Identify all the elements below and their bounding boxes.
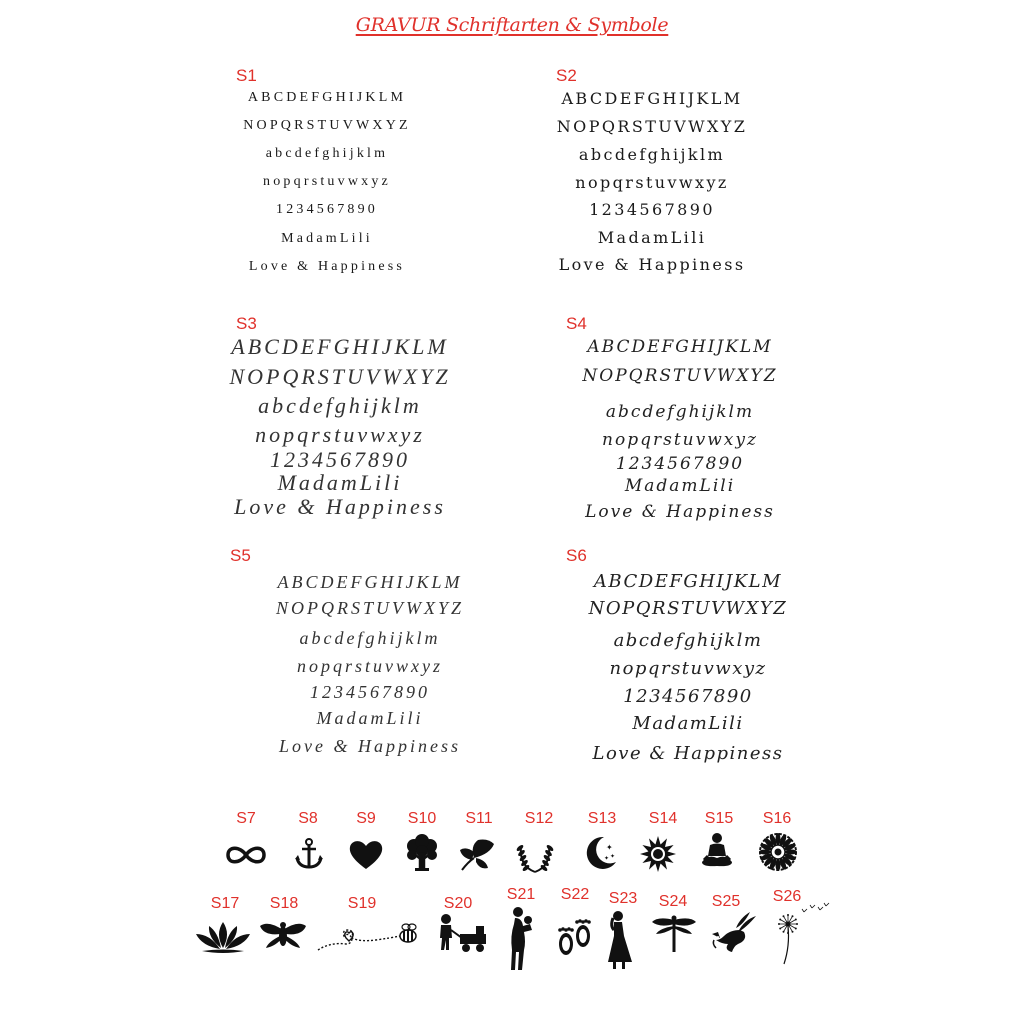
symbol-code-label: S8 xyxy=(298,810,318,827)
symbol-code-label: S11 xyxy=(465,810,493,827)
font-sample-line: NOPQRSTUVWXYZ xyxy=(243,118,411,133)
symbol-code-label: S22 xyxy=(560,886,590,903)
font-sample-line: MadamLili xyxy=(316,708,424,728)
symbol-code-label: S18 xyxy=(269,895,299,912)
font-sample-line: abcdefghijklm xyxy=(299,628,441,648)
symbol-code-label: S10 xyxy=(407,810,437,827)
lotus-icon xyxy=(194,920,252,954)
font-sample-line: nopqrstuvwxyz xyxy=(609,658,767,679)
symbol-code-label: S24 xyxy=(658,893,688,910)
svg-text:✦: ✦ xyxy=(610,854,616,860)
font-sample-line: MadamLili xyxy=(632,713,744,734)
font-sample-line: nopqrstuvwxyz xyxy=(297,656,443,676)
page-title: GRAVUR Schriftarten & Symbole xyxy=(355,14,669,36)
font-sample-line: Love & Happiness xyxy=(234,494,446,519)
font-sample-line: 1234567890 xyxy=(623,686,753,707)
symbol-code-label: S25 xyxy=(711,893,741,910)
font-sample-line: ABCDEFGHIJKLM xyxy=(587,337,773,357)
symbol-code-label: S12 xyxy=(524,810,554,827)
font-sample-line: MadamLili xyxy=(277,470,403,495)
child-with-wagon-icon xyxy=(438,914,490,954)
font-code-label: S4 xyxy=(566,314,587,333)
font-code-label: S1 xyxy=(236,66,257,85)
dragonfly-icon xyxy=(650,914,698,954)
font-sample-line: ABCDEFGHIJKLM xyxy=(247,90,407,105)
mother-child-icon xyxy=(508,906,534,972)
girl-silhouette-icon xyxy=(604,910,636,970)
font-sample-line: NOPQRSTUVWXYZ xyxy=(556,117,748,136)
symbol-code-label: S19 xyxy=(347,895,377,912)
svg-text:✦: ✦ xyxy=(604,856,610,862)
font-sample-line: nopqrstuvwxyz xyxy=(263,174,391,189)
font-sample-line: 1234567890 xyxy=(310,682,430,702)
font-sample-line: abcdefghijklm xyxy=(613,630,763,651)
tree-icon xyxy=(404,834,440,872)
font-code-label: S6 xyxy=(566,546,587,565)
ginkgo-leaf-icon xyxy=(458,836,498,872)
font-sample-line: MadamLili xyxy=(281,231,373,246)
font-sample-line: NOPQRSTUVWXYZ xyxy=(275,598,465,618)
font-code-label: S2 xyxy=(556,66,577,85)
symbol-code-label: S21 xyxy=(506,886,536,903)
font-sample-line: ABCDEFGHIJKLM xyxy=(231,334,449,359)
font-sample-line: 1234567890 xyxy=(615,454,745,474)
infinity-icon xyxy=(222,842,270,868)
font-sample-line: abcdefghijklm xyxy=(578,145,726,164)
symbol-code-label: S9 xyxy=(356,810,376,827)
dandelion-icon xyxy=(774,902,830,966)
font-code-label: S3 xyxy=(236,314,257,333)
symbol-code-label: S15 xyxy=(704,810,734,827)
font-sample-line: Love & Happiness xyxy=(558,255,746,274)
footprints-icon xyxy=(554,914,594,958)
font-sample-line: abcdefghijklm xyxy=(265,146,389,161)
font-sample-line: 1234567890 xyxy=(589,200,715,219)
bee-icon xyxy=(258,920,308,950)
font-sample-line: 1234567890 xyxy=(276,202,378,217)
font-sample-line: ABCDEFGHIJKLM xyxy=(561,89,743,108)
font-sample-line: abcdefghijklm xyxy=(258,393,422,418)
symbol-code-label: S17 xyxy=(210,895,240,912)
symbol-code-label: S23 xyxy=(608,890,638,907)
heart-line-bee-icon xyxy=(316,920,420,954)
font-code-label: S5 xyxy=(230,546,251,565)
font-sample-line: nopqrstuvwxyz xyxy=(575,173,729,192)
symbol-code-label: S20 xyxy=(443,895,473,912)
font-sample-line: Love & Happiness xyxy=(585,502,775,522)
font-sample-line: Love & Happiness xyxy=(248,259,406,274)
symbol-code-label: S7 xyxy=(236,810,256,827)
font-sample-line: Love & Happiness xyxy=(592,743,784,764)
font-sample-line: MadamLili xyxy=(624,476,736,496)
dove-icon xyxy=(710,910,758,954)
font-sample-line: 1234567890 xyxy=(270,447,410,472)
font-sample-line: NOPQRSTUVWXYZ xyxy=(229,364,451,389)
laurel-wreath-icon xyxy=(515,838,555,874)
symbol-code-label: S14 xyxy=(648,810,678,827)
sun-icon xyxy=(638,834,678,874)
heart-icon xyxy=(348,838,384,870)
font-sample-line: ABCDEFGHIJKLM xyxy=(277,572,463,592)
font-sample-line: MadamLili xyxy=(597,228,707,247)
font-sample-line: nopqrstuvwxyz xyxy=(602,430,758,450)
font-sample-line: NOPQRSTUVWXYZ xyxy=(588,598,788,619)
symbol-code-label: S13 xyxy=(587,810,617,827)
font-sample-line: nopqrstuvwxyz xyxy=(255,422,425,447)
font-sample-line: ABCDEFGHIJKLM xyxy=(593,571,783,592)
symbol-code-label: S16 xyxy=(762,810,792,827)
anchor-icon xyxy=(294,838,324,870)
moon-stars-icon xyxy=(582,834,620,872)
font-sample-line: abcdefghijklm xyxy=(605,402,755,422)
symbol-code-label: S26 xyxy=(772,888,802,905)
font-sample-line: NOPQRSTUVWXYZ xyxy=(582,366,778,386)
meditating-buddha-icon xyxy=(698,832,736,870)
svg-text:✦: ✦ xyxy=(606,843,613,852)
font-sample-line: Love & Happiness xyxy=(279,736,461,756)
mandala-icon xyxy=(758,832,798,872)
